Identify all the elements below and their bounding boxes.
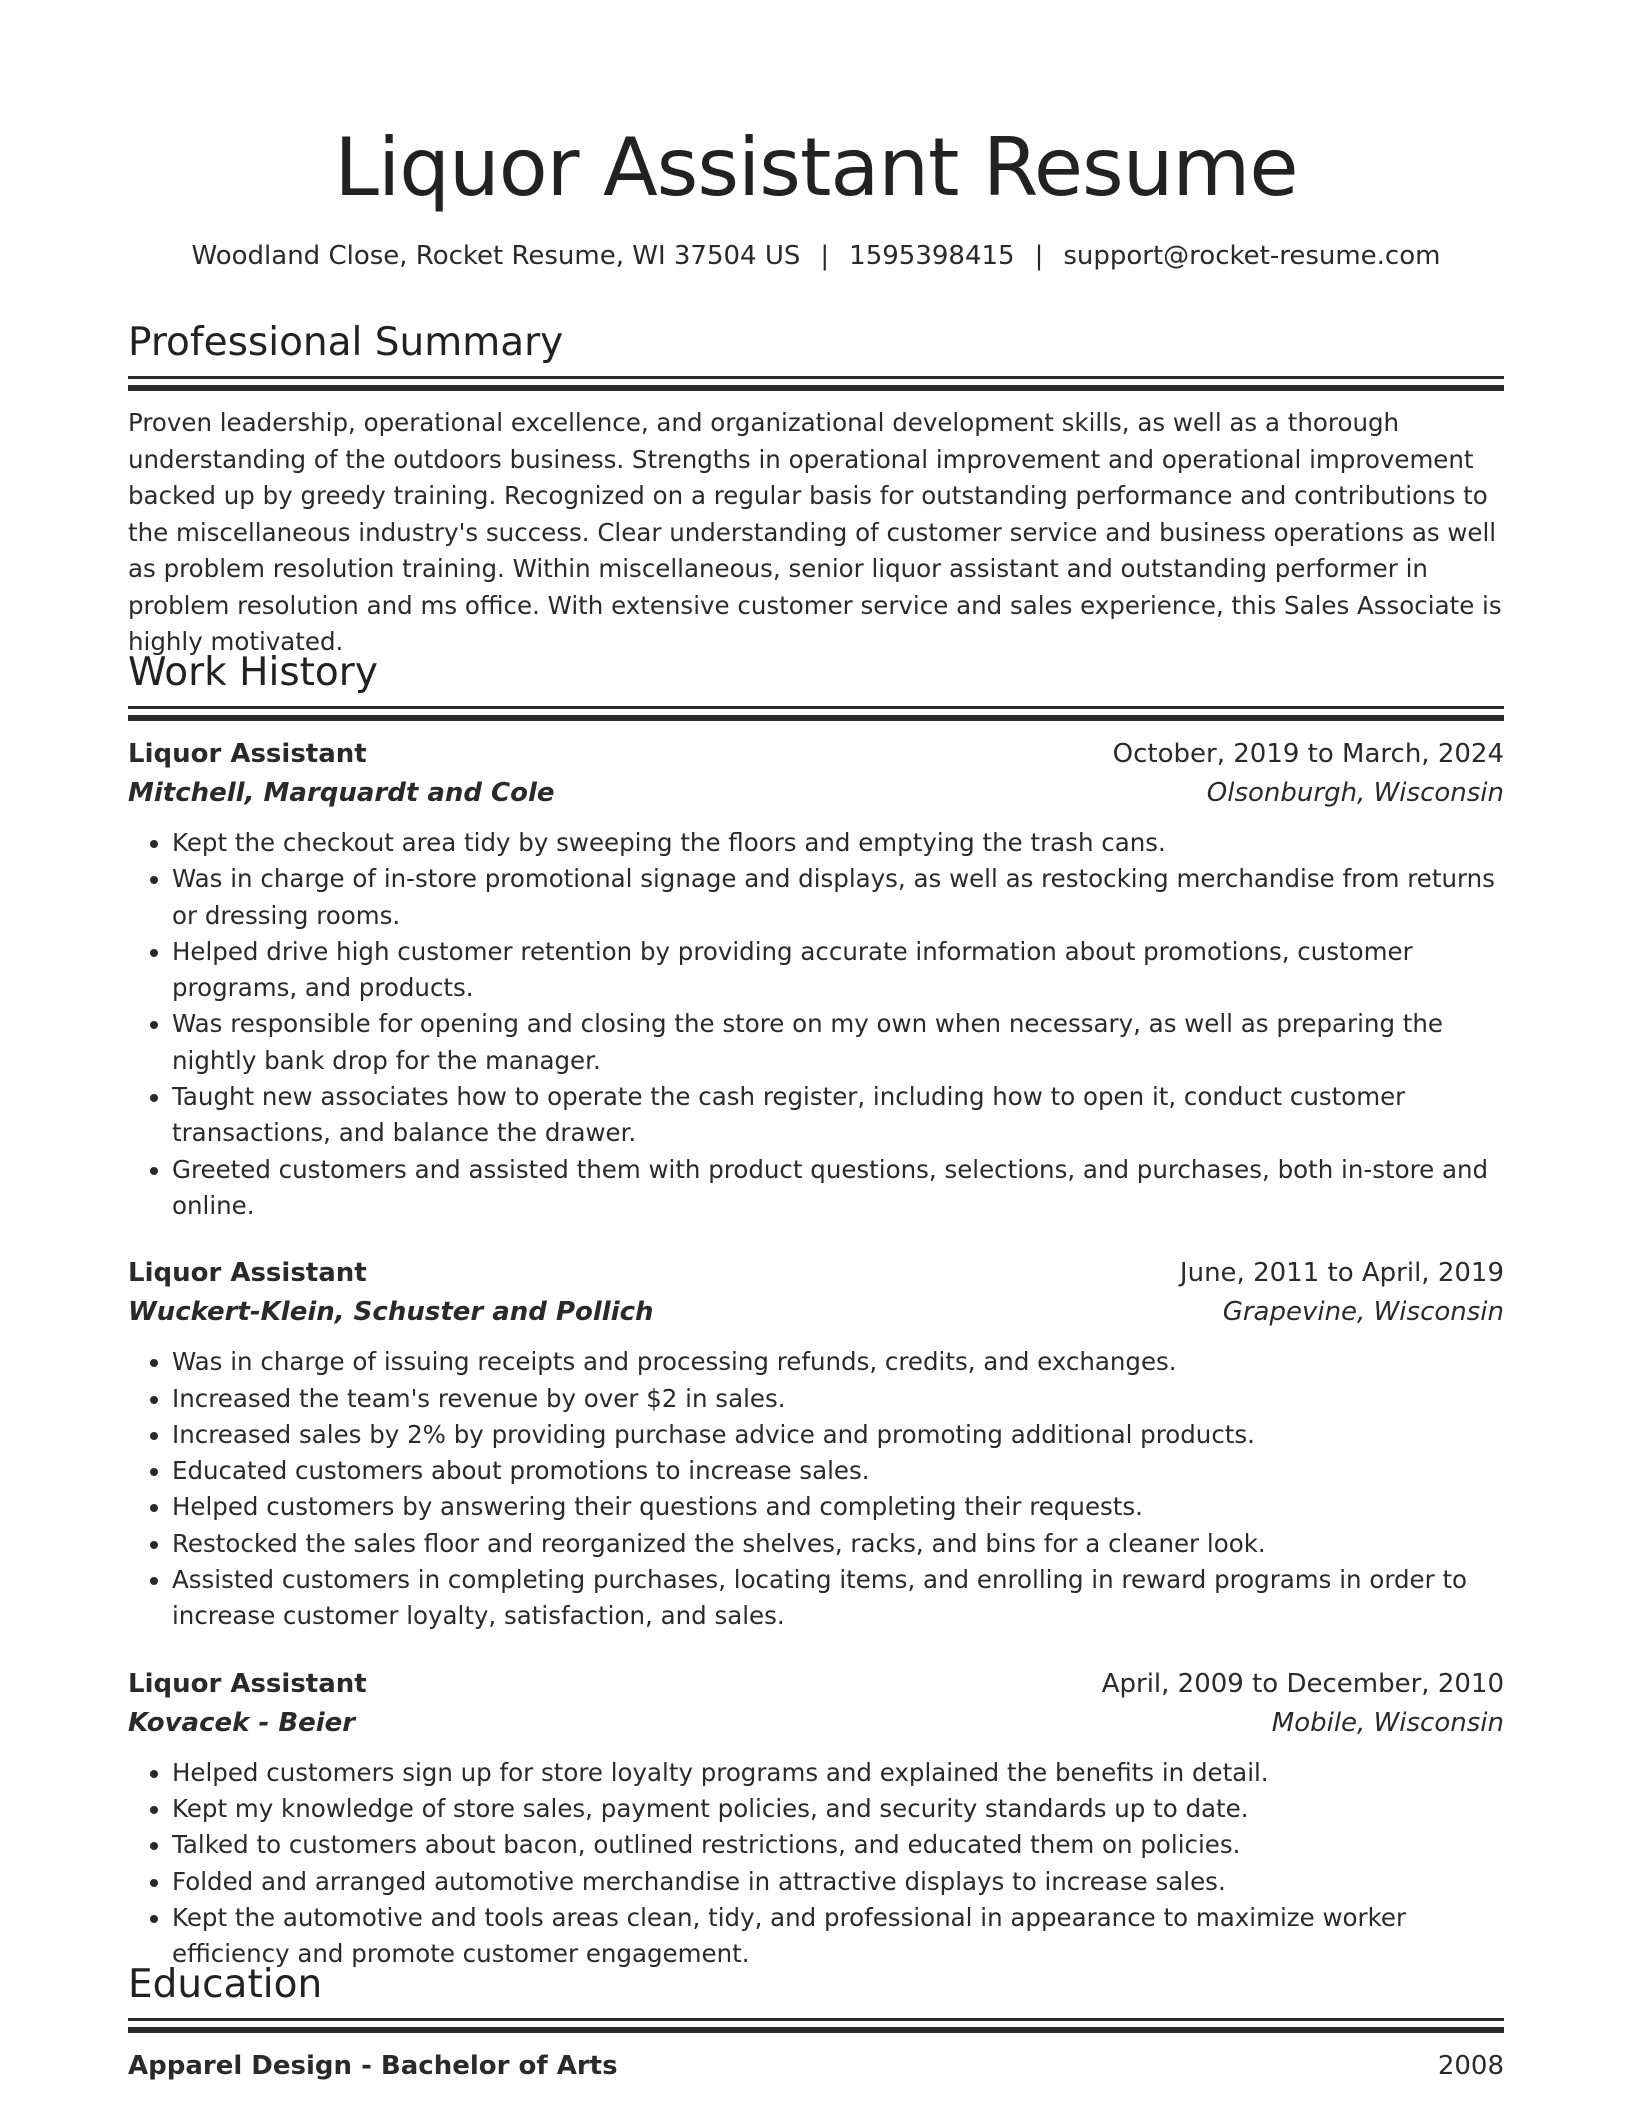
list-item: • Kept the automotive and tools areas clean, tidy, and professional in appearance to maximize worker efficiency and promote customer engagement. [172, 1900, 1504, 1973]
education-year: 2008 [1437, 2051, 1504, 2081]
job-dates: June, 2011 to April, 2019 [1179, 1258, 1504, 1289]
education-section [128, 1960, 1504, 2085]
job-company: Kovacek - Beier [128, 1707, 356, 1738]
work-history-section [128, 648, 1504, 1972]
contact-phone: 1595398415 [849, 241, 1015, 271]
contact-separator: | [1034, 241, 1044, 271]
section-divider [128, 2018, 1504, 2021]
job-location: Olsonburgh, Wisconsin [1206, 778, 1504, 808]
job-dates: October, 2019 to March, 2024 [1112, 739, 1504, 769]
resume-title: Liquor Assistant Resume [334, 121, 1298, 214]
job-location: Grapevine, Wisconsin [1222, 1297, 1504, 1328]
contact-separator: | [820, 241, 830, 271]
job-company: Mitchell, Marquardt and Cole [128, 778, 555, 808]
list-item: • Increased the team's revenue by over $2 in sales. [172, 1381, 1504, 1417]
list-item: • Kept the checkout area tidy by sweeping the floors and emptying the trash cans. [172, 825, 1504, 861]
job-entry [128, 1254, 1504, 1634]
job-bullets [128, 1344, 1504, 1634]
section-divider [128, 376, 1504, 379]
contact-address: Woodland Close, Rocket Resume, WI 37504 US [191, 241, 801, 271]
contact-email[interactable]: support@rocket-resume.com [1063, 241, 1441, 271]
job-title: Liquor Assistant [128, 1258, 367, 1289]
list-item: • Educated customers about promotions to increase sales. [172, 1453, 1504, 1489]
job-bullets [128, 825, 1504, 1224]
list-item: • Greeted customers and assisted them with product questions, selections, and purchases, both in-store and online. [172, 1152, 1504, 1225]
list-item: • Folded and arranged automotive merchandise in attractive displays to increase sales. [172, 1864, 1504, 1900]
list-item: • Talked to customers about bacon, outlined restrictions, and educated them on policies. [172, 1827, 1504, 1863]
job-title: Liquor Assistant [128, 739, 367, 769]
summary-text: Proven leadership, operational excellence, and organizational development skills, as well as a thorough understanding of the outdoors business. Strengths in operational improvement and operational improvement backed up by greedy training. Recognized on a regular basis for outstanding performance and contributions to the miscellaneous industry's success. Clear understanding of customer service and business operations as well as problem resolution training. Within miscellaneous, senior liquor assistant and outstanding performer in problem resolution and ms office. With extensive customer service and sales experience, this Sales Associate is highly motivated. [128, 408, 1502, 656]
section-heading-summary: Professional Summary [128, 320, 564, 365]
list-item: • Helped customers sign up for store loyalty programs and explained the benefits in detail. [172, 1755, 1504, 1791]
job-bullets [128, 1755, 1504, 1973]
section-heading-education: Education [128, 1962, 323, 2007]
section-divider [128, 715, 1504, 721]
education-degree: Apparel Design - Bachelor of Arts [128, 2051, 618, 2081]
contact-line [128, 238, 1504, 274]
list-item: • Taught new associates how to operate the cash register, including how to open it, conduct customer transactions, and balance the drawer. [172, 1079, 1504, 1152]
job-title: Liquor Assistant [128, 1668, 367, 1699]
job-entry [128, 735, 1504, 1224]
list-item: • Was responsible for opening and closing the store on my own when necessary, as well as preparing the nightly bank drop for the manager. [172, 1006, 1504, 1079]
summary-section [128, 318, 1504, 661]
section-divider [128, 706, 1504, 709]
list-item: • Restocked the sales floor and reorganized the shelves, racks, and bins for a cleaner look. [172, 1526, 1504, 1562]
list-item: • Assisted customers in completing purchases, locating items, and enrolling in reward programs in order to increase customer loyalty, satisfaction, and sales. [172, 1562, 1504, 1635]
list-item: • Was in charge of issuing receipts and processing refunds, credits, and exchanges. [172, 1344, 1504, 1380]
section-divider [128, 2027, 1504, 2033]
section-heading-work: Work History [128, 650, 378, 695]
job-company: Wuckert-Klein, Schuster and Pollich [128, 1297, 654, 1328]
list-item: • Helped drive high customer retention by providing accurate information about promotions, customer programs, and products. [172, 934, 1504, 1007]
list-item: • Kept my knowledge of store sales, payment policies, and security standards up to date. [172, 1791, 1504, 1827]
job-entry [128, 1665, 1504, 1973]
section-divider [128, 385, 1504, 391]
job-dates: April, 2009 to December, 2010 [1101, 1668, 1504, 1699]
list-item: • Increased sales by 2% by providing purchase advice and promoting additional products. [172, 1417, 1504, 1453]
list-item: • Helped customers by answering their questions and completing their requests. [172, 1489, 1504, 1525]
education-entry [128, 2047, 1504, 2085]
list-item: • Was in charge of in-store promotional signage and displays, as well as restocking merchandise from returns or dressing rooms. [172, 861, 1504, 934]
job-location: Mobile, Wisconsin [1271, 1707, 1504, 1738]
